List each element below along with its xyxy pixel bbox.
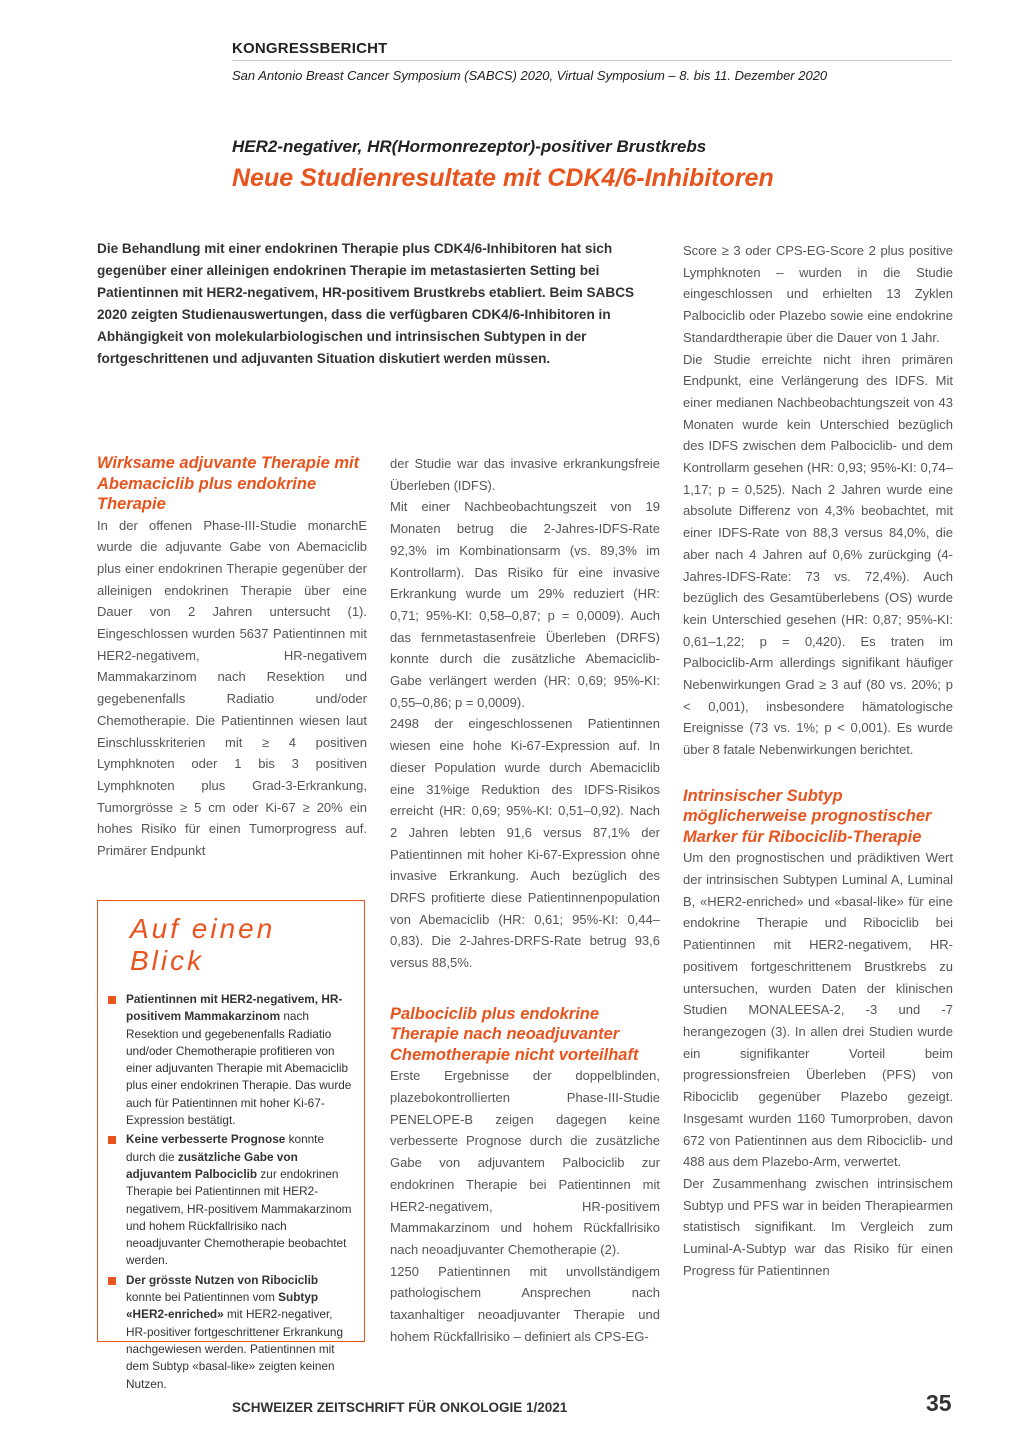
column-2	[390, 453, 660, 1348]
section-heading: Palbociclib plus endokrine Therapie nach neoadjuvanter Chemotherapie nicht vorteilhaft	[390, 1004, 639, 1064]
paragraph: 2498 der eingeschlossenen Patientinnen wiesen eine hohe Ki-67-Expression auf. In dieser Population wurde durch Abemaciclib eine 31%ige Reduktion des IDFS-Risikos erreicht (HR: 0,69; 95%-KI: 0,51–0,92). Nach 2 Jahren lebten 91,6 versus 87,1% der Patientinnen mit hoher Ki-67-Expression ohne invasive Erkrankung. Auch bezüglich des DRFS profitierte diese Patientinnenpopulation von Abemaciclib (HR: 0,61; 95%-KI: 0,44–0,83). Die 2-Jahres-DRFS-Rate betrug 93,6 versus 88,5%.	[390, 716, 660, 971]
page-number: 35	[926, 1390, 952, 1416]
section-kicker: KONGRESSBERICHT	[232, 40, 388, 57]
paragraph: Erste Ergebnisse der doppelblinden, plazebokontrollierten Phase-III-Studie PENELOPE-B zeigen dagegen keine verbesserte Prognose durch die zusätzliche Gabe von adjuvantem Palbociclib zur endokrinen Therapie bei Patientinnen mit HER2-negativem, HR-positivem Mammakarzinom und hohem Rückfallrisiko nach neoadjuvanter Chemotherapie (2).	[390, 1068, 660, 1257]
paragraph: Um den prognostischen und prädiktiven Wert der intrinsischen Subtypen Luminal A, Luminal B, «HER2-enriched» und «basal-like» für eine endokrine Therapie und Ribociclib bei Patientinnen mit HER2-negativem, HR-positivem fortgeschrittenem Brustkrebs zu untersuchen, wurden Daten der klinischen Studien MONALEESA-2, -3 und -7 herangezogen (3). In allen drei Studien wurde ein signifikanter Vorteil beim progressionsfreien Überleben (PFS) von Ribociclib gegenüber Plazebo gezeigt. Insgesamt wurden 1160 Tumorproben, davon 672 von Patientinnen aus dem Ribociclib- und 488 aus dem Plazebo-Arm, verwertet.	[683, 850, 953, 1170]
summary-item-text: konnte bei Patientinnen vom	[126, 1290, 279, 1305]
summary-item-text: konnte durch die	[126, 1132, 325, 1164]
summary-item-bold: Subtyp «HER2-enriched»	[126, 1290, 319, 1322]
paragraph: der Studie war das invasive erkrankungsfreie Überleben (IDFS).	[390, 456, 660, 493]
summary-item-bold: Keine verbesserte Prognose	[126, 1132, 286, 1147]
paragraph: Der Zusammenhang zwischen intrinsischem Subtyp und PFS war in beiden Therapiearmen statistisch signifikant. Im Vergleich zum Luminal-A-Subtyp war das Risiko für einen Progress für Patientinnen	[683, 1175, 953, 1278]
summary-box-title: Auf einen Blick	[130, 913, 276, 976]
bullet-square-icon	[108, 996, 116, 1004]
summary-item	[108, 1131, 352, 1269]
column-3	[683, 240, 953, 1281]
summary-item	[108, 991, 352, 1129]
paragraph: Die Studie erreichte nicht ihren primären Endpunkt, eine Verlängerung des IDFS. Mit einer medianen Nachbeobachtungszeit von 43 Monaten wurde kein Unterschied bezüglich des IDFS zwischen dem Palbociclib- und dem Kontrollarm gesehen (HR: 0,93; 95%-KI: 0,74–1,17; p = 0,525). Nach 2 Jahren wurde eine absolute Differenz von 4,3% beobachtet, mit einer IDFS-Rate von 88,3 versus 84,0%, die aber nach 4 Jahren auf 0,6% zurückging (4-Jahres-IDFS-Rate: 73 vs. 72,4%). Auch bezüglich des Gesamtüberlebens (OS) wurde kein Unterschied gesehen (HR: 0,87; 95%-KI: 0,61–1,22; p = 0,420). Es traten im Palbociclib-Arm allerdings signifikant häufiger Nebenwirkungen Grad ≥ 3 auf (80 vs. 20%; p < 0,001), insbesondere hämatologische Ereignisse (73 vs. 1%; p < 0,001). Es wurde über 8 fatale Nebenwirkungen berichtet.	[683, 351, 953, 758]
summary-item-text: zur endokrinen Therapie bei Patientinnen mit HER2-negativem, HR-positivem Mammakarzinom und hohem Rückfallrisiko nach neoadjuvanter Chemotherapie beobachtet werden.	[126, 1166, 352, 1268]
summary-item-bold: Der grösste Nutzen von Ribociclib	[126, 1272, 319, 1287]
summary-item-bold: Patientinnen mit HER2-negativem, HR-positivem Mammakarzinom	[126, 992, 343, 1024]
article-lead: Die Behandlung mit einer endokrinen Therapie plus CDK4/6-Inhibitoren hat sich gegenüber einer alleinigen endokrinen Therapie im metastasierten Setting bei Patientinnen mit HER2-negativem, HR-positivem Brustkrebs etabliert. Beim SABCS 2020 zeigten Studienauswertungen, dass die verfügbaren CDK4/6-Inhibitoren in Abhängigkeit von molekularbiologischen und intrinsischen Subtypen in der fortgeschrittenen und adjuvanten Situation diskutiert werden müssen.	[97, 241, 635, 366]
column-1	[97, 453, 367, 862]
paragraph: Score ≥ 3 oder CPS-EG-Score 2 plus positive Lymphknoten – wurden in die Studie eingeschlossen und erhielten 13 Zyklen Palbociclib oder Plazebo sowie eine endokrine Standardtherapie über die Dauer von 1 Jahr.	[683, 243, 953, 345]
bullet-square-icon	[108, 1277, 116, 1285]
summary-item-bold: zusätzliche Gabe von adjuvantem Palbociclib	[126, 1149, 298, 1181]
header-rule	[232, 60, 952, 61]
summary-list	[108, 991, 352, 1393]
summary-item-text: mit HER2-negativer, HR-positiver fortgeschrittener Erkrankung nachgewiesen werden. Patientinnen mit dem Subtyp «basal-like» zeigten keinen Nutzen.	[126, 1307, 344, 1391]
paragraph: 1250 Patientinnen mit unvollständigem pathologischem Ansprechen nach taxanhaltiger neoadjuvanter Therapie und hohem Rückfallrisiko – definiert als CPS-EG-	[390, 1263, 660, 1344]
journal-footer: SCHWEIZER ZEITSCHRIFT FÜR ONKOLOGIE 1/2021	[232, 1400, 568, 1415]
article-subtitle: HER2-negativer, HR(Hormonrezeptor)-positiver Brustkrebs	[232, 137, 707, 156]
section-heading: Wirksame adjuvante Therapie mit Abemaciclib plus endokrine Therapie	[97, 454, 360, 513]
section-heading: Intrinsischer Subtyp möglicherweise prognostischer Marker für Ribociclib-Therapie	[683, 786, 932, 846]
bullet-square-icon	[108, 1136, 116, 1144]
article-title: Neue Studienresultate mit CDK4/6-Inhibitoren	[232, 164, 774, 192]
summary-item-text: nach Resektion und gegebenenfalls Radiatio und/oder Chemotherapie profitieren von einer adjuvanten Therapie mit Abemaciclib plus einer endokrinen Therapie. Das wurde auch für Patientinnen mit hoher Ki-67-Expression bestätigt.	[126, 1009, 352, 1128]
event-line: San Antonio Breast Cancer Symposium (SABCS) 2020, Virtual Symposium – 8. bis 11. Dezember 2020	[232, 68, 828, 83]
summary-item	[108, 1272, 352, 1393]
paragraph: Mit einer Nachbeobachtungszeit von 19 Monaten betrug die 2-Jahres-IDFS-Rate 92,3% im Kombinationsarm (vs. 89,3% im Kontrollarm). Das Risiko für eine invasive Erkrankung wurde um 29% reduziert (HR: 0,71; 95%-KI: 0,58–0,87; p = 0,0009). Auch das fernmetastasenfreie Überleben (DRFS) konnte durch die zusätzliche Abemaciclib-Gabe verlängert werden (HR: 0,69; 95%-KI: 0,55–0,86; p = 0,0009).	[390, 499, 660, 710]
paragraph: In der offenen Phase-III-Studie monarchE wurde die adjuvante Gabe von Abemaciclib plus einer endokrinen Therapie gegenüber der alleinigen endokrinen Therapie über eine Dauer von 2 Jahren untersucht (1). Eingeschlossen wurden 5637 Patientinnen mit HER2-negativem, HR-negativem Mammakarzinom nach Resektion und gegebenenfalls Radiatio und/oder Chemotherapie. Die Patientinnen wiesen laut Einschlusskriterien mit ≥ 4 positiven Lymphknoten oder 1 bis 3 positiven Lymphknoten plus Grad-3-Erkrankung, Tumorgrösse ≥ 5 cm oder Ki-67 ≥ 20% ein hohes Risiko für einen Tumorprogress auf. Primärer Endpunkt	[97, 517, 367, 859]
summary-box	[97, 900, 365, 1391]
